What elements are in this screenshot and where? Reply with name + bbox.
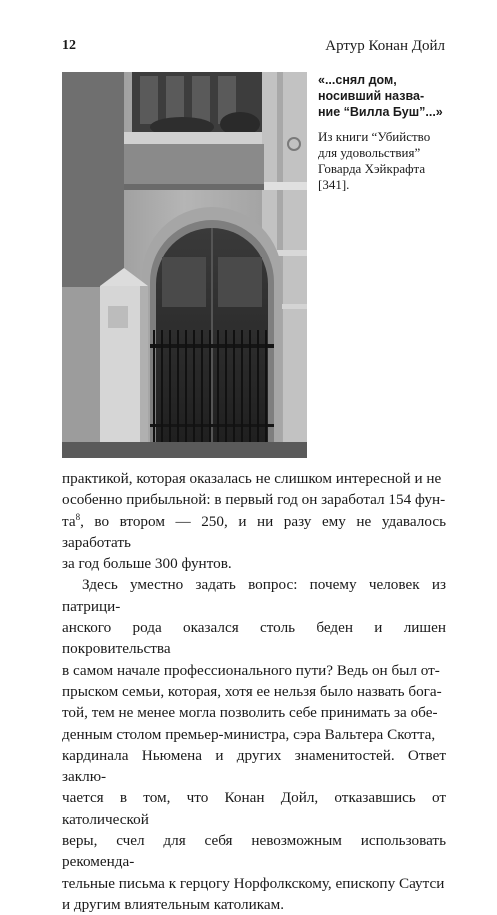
caption-quote-line: носивший назва-: [318, 89, 425, 103]
photo-caption: [318, 72, 458, 193]
paragraph: [62, 468, 446, 574]
paragraph: [62, 574, 446, 915]
text-line: та: [62, 512, 76, 530]
footnote-mark: 8: [75, 511, 81, 522]
text-line: той, тем не менее могла позволить себе принимать за обе-: [62, 704, 438, 722]
text-line: веры, счел для себя невозможным использовать рекоменда-: [62, 832, 446, 871]
text-line: анского рода оказался столь беден и лишен покровительства: [62, 619, 446, 658]
caption-quote: [318, 72, 458, 120]
text-line: и другим влиятельным католикам.: [62, 895, 285, 913]
page-number: 12: [62, 38, 76, 53]
text-line: прыском семьи, которая, хотя ее нельзя было назвать бога-: [62, 682, 442, 700]
text-line: тельные письма к герцогу Норфолкскому, епископу Саутси: [62, 874, 445, 892]
caption-source-line: Говарда Хэйкрафта: [318, 161, 426, 176]
text-line: особенно прибыльной: в первый год он заработал 154 фун-: [62, 491, 446, 509]
caption-source-line: для удовольствия”: [318, 145, 421, 160]
text-line: денным столом премьер-министра, сэра Вальтера Скотта,: [62, 725, 436, 743]
text-line: кардинала Ньюмена и других знаменитостей. Ответ заклю-: [62, 746, 446, 786]
text-line: , во втором — 250, и ни разу ему не удавалось заработать: [62, 512, 446, 551]
caption-source-line: Из книги “Убийство: [318, 129, 431, 144]
text-line: Здесь уместно задать вопрос: почему человек из патрици-: [62, 576, 446, 615]
text-line: за год больше 300 фунтов.: [62, 555, 232, 573]
body-text: [62, 468, 446, 915]
page-header: [0, 38, 497, 60]
text-line: практикой, которая оказалась не слишком интересной и не: [62, 470, 442, 487]
caption-source-line: [341].: [318, 177, 350, 192]
caption-quote-line: «...снял дом,: [318, 73, 397, 87]
villa-bush-photo: [62, 72, 307, 458]
text-line: в самом начале профессионального пути? Ведь он был от-: [62, 661, 440, 679]
running-title: Артур Конан Дойл: [325, 38, 445, 54]
caption-quote-line: ние “Вилла Буш”...»: [318, 105, 443, 119]
text-line: чается в том, что Конан Дойл, отказавшись от католической: [62, 789, 446, 828]
caption-source: [318, 129, 458, 193]
